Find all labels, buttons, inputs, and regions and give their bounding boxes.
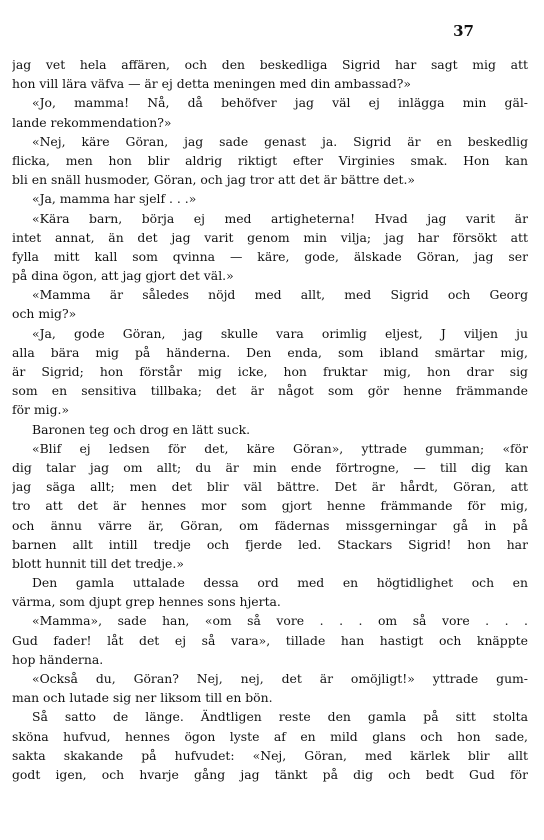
text-line: Den gamla uttalade dessa ord med en högtidlighet och en [32, 575, 528, 591]
text-line: och ännu värre är, Göran, om fädernas missgerningar gå in på [12, 517, 528, 533]
text-line: lande rekommendation?» [12, 114, 172, 130]
text-line: «Ja, mamma har sjelf . . .» [32, 191, 197, 207]
text-line: «Mamma är således nöjd med allt, med Sigrid och Georg [32, 287, 528, 303]
text-line: för mig.» [12, 402, 70, 418]
text-line: som en sensitiva tillbaka; det är något som gör henne främmande [12, 383, 528, 399]
text-line: Så satto de länge. Ändtligen reste den gamla på sitt stolta [32, 709, 528, 725]
text-line: «Också du, Göran? Nej, nej, det är omöjligt!» yttrade gum- [32, 671, 528, 686]
text-line: «Jo, mamma! Nå, då behöfver jag väl ej inlägga min gäl- [32, 95, 528, 111]
text-line: dig talar jag om allt; du är min ende förtrogne, — till dig kan [12, 459, 528, 475]
text-line: flicka, men hon blir aldrig riktigt efter Virginies smak. Hon kan [12, 152, 528, 168]
text-line: blott hunnit till det tredje.» [12, 555, 184, 571]
text-line: är Sigrid; hon förstår mig icke, hon fruktar mig, hon drar sig [12, 364, 528, 379]
text-line: godt igen, och hvarje gång jag tänkt på dig och bedt Gud för [12, 766, 528, 782]
text-line: tro att det är hennes mor som gjort henne främmande för mig, [12, 498, 528, 514]
text-line: «Kära barn, börja ej med artigheterna! Hvad jag varit är [32, 210, 528, 226]
text-line: «Ja, gode Göran, jag skulle vara orimlig eljest, J viljen ju [32, 325, 528, 341]
text-line: hon vill lära väfva — är ej detta meningen med din ambassad?» [12, 76, 411, 92]
text-line: jag säga allt; men det blir väl bättre. Det är hårdt, Göran, att [12, 479, 528, 495]
text-line: på dina ögon, att jag gjort det väl.» [12, 268, 234, 284]
text-line: barnen allt intill tredje och fjerde led. Stackars Sigrid! hon har [12, 536, 528, 552]
text-line: och mig?» [12, 306, 77, 322]
text-line: Baronen teg och drog en lätt suck. [32, 421, 251, 437]
text-line: alla bära mig på händerna. Den enda, som ibland smärtar mig, [12, 344, 528, 360]
text-line: sakta skakande på hufvudet: «Nej, Göran, med kärlek blir allt [12, 747, 528, 763]
text-line: «Mamma», sade han, «om så vore . . . om så vore . . . [32, 613, 528, 629]
text-line: intet annat, än det jag varit genom min vilja; jag har försökt att [12, 229, 528, 245]
page-number: 37 [453, 22, 474, 40]
text-line: jag vet hela affären, och den beskedliga Sigrid har sagt mig att [12, 57, 528, 72]
text-line: värma, som djupt grep hennes sons hjerta. [12, 594, 281, 610]
text-line: man och lutade sig ner liksom till en bön. [12, 690, 273, 706]
text-line: hop händerna. [12, 651, 104, 667]
text-line: «Blif ej ledsen för det, käre Göran», yttrade gumman; «för [32, 440, 528, 456]
text-line: Gud fader! låt det ej så vara», tillade han hastigt och knäppte [12, 632, 528, 648]
text-line: «Nej, käre Göran, jag sade genast ja. Sigrid är en beskedlig [32, 133, 528, 149]
body-text [12, 55, 528, 784]
text-line: bli en snäll husmoder, Göran, och jag tror att det är bättre det.» [12, 172, 415, 188]
text-line: fylla mitt kall som qvinna — käre, gode, älskade Göran, jag ser [12, 248, 528, 264]
text-line: sköna hufvud, hennes ögon lyste af en mild glans och hon sade, [12, 728, 528, 744]
